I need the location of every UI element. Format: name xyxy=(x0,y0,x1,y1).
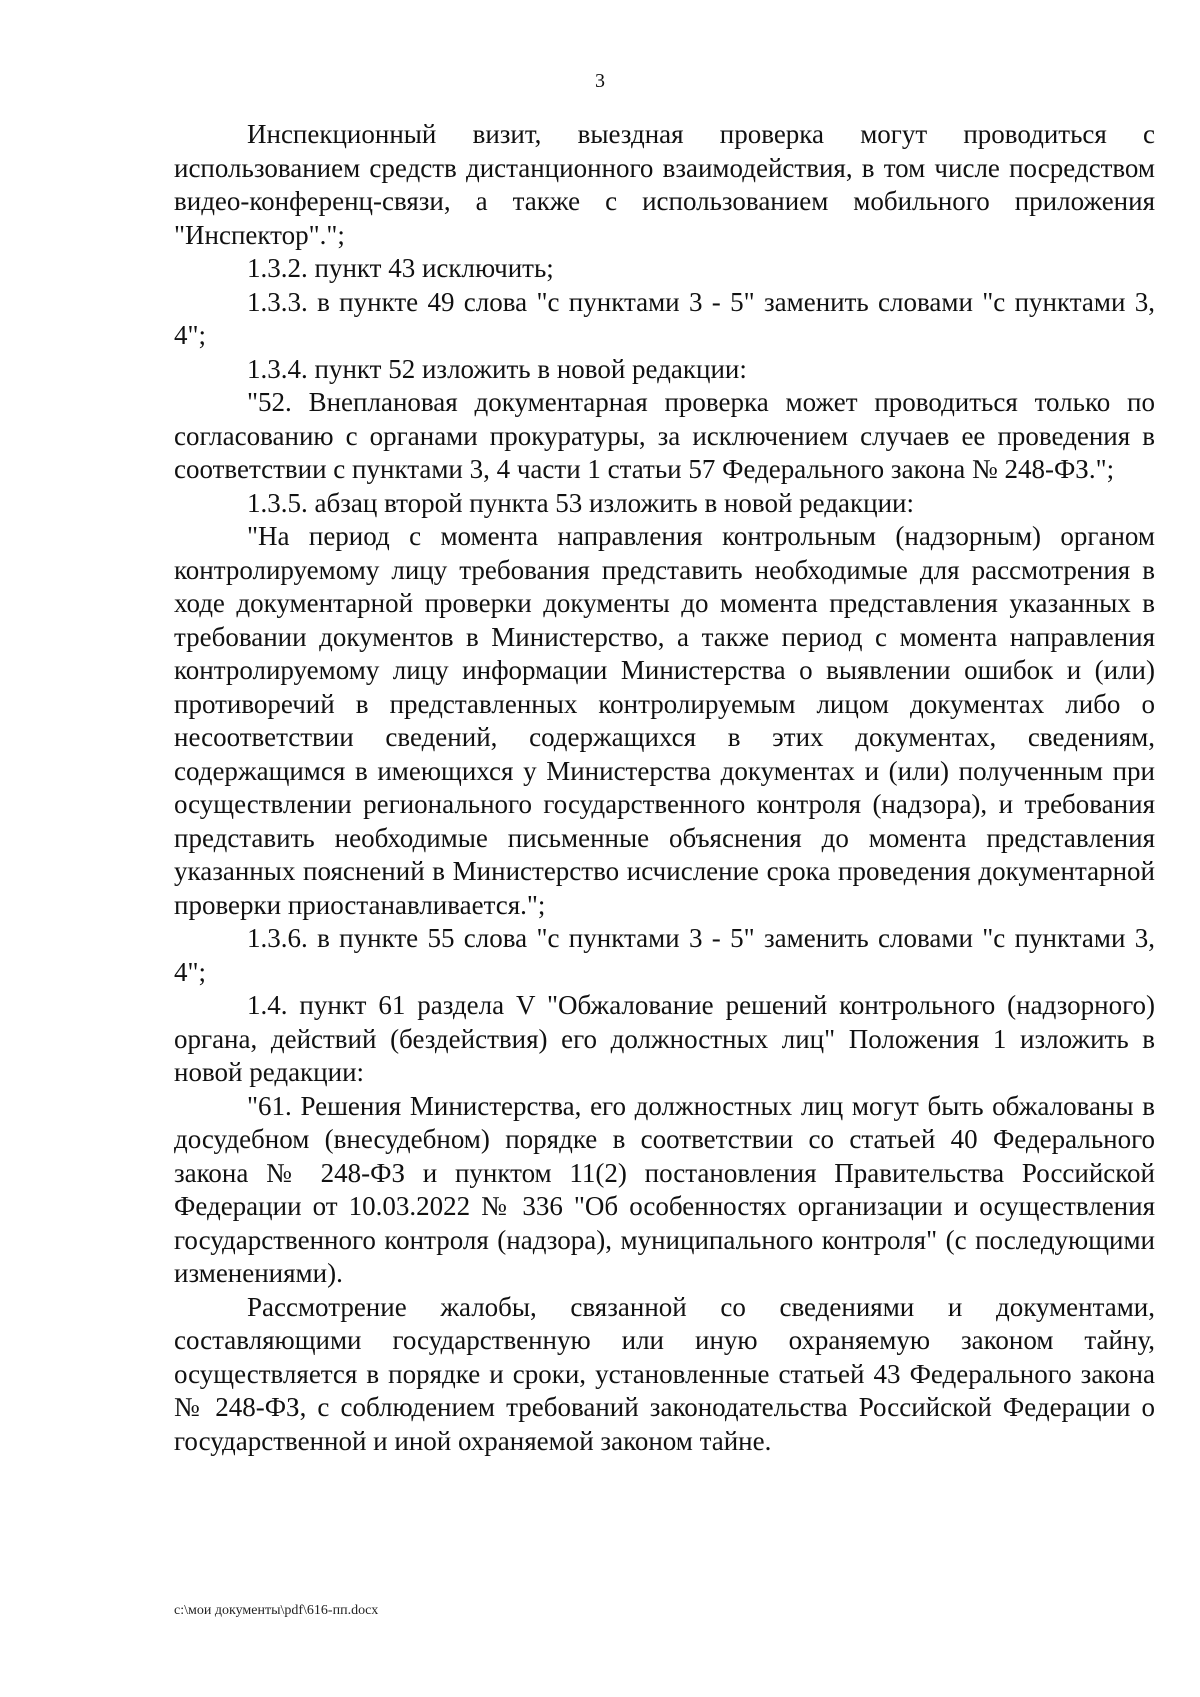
paragraph-1-3-5: 1.3.5. абзац второй пункта 53 изложить в новой редакции: xyxy=(247,487,914,518)
paragraph-point-53-text: "На период с момента направления контрольным (надзорным) органом контролируемому лицу требования представить необходимые для рассмотрения в ходе документарной проверки документы до момента представления указанных в требовании документов в Министерство, а также период с момента направления контролируемому лицу информации Министерства о выявлении ошибок и (или) противоречий в представленных контролируемым лицом документах либо о несоответствии сведений, содержащихся в этих документах, сведениям, содержащимся в имеющихся у Министерства документах и (или) полученным при осуществлении регионального государственного контроля (надзора), и требования представить необходимые письменные объяснения до момента представления указанных пояснений в Министерство исчисление срока проведения документарной проверки приостанавливается."; xyxy=(174,521,1155,920)
paragraph-complaint-secret: Рассмотрение жалобы, связанной со сведениями и документами, составляющими государственную или иную охраняемую законом тайну, осуществляется в порядке и сроки, установленные статьей 43 Федерального закона № 248-ФЗ, с соблюдением требований законодательства Российской Федерации о государственной и иной охраняемой законом тайне. xyxy=(174,1291,1155,1456)
paragraph-1-4: 1.4. пункт 61 раздела V "Обжалование решений контрольного (надзорного) органа, действий (бездействия) его должностных лиц" Положения 1 изложить в новой редакции: xyxy=(174,990,1155,1087)
paragraph-point-61: "61. Решения Министерства, его должностных лиц могут быть обжалованы в досудебном (внесудебном) порядке в соответствии со статьей 40 Федерального закона № 248-ФЗ и пунктом 11(2) постановления Правительства Российской Федерации от 10.03.2022 № 336 "Об особенностях организации и осуществления государственного контроля (надзора), муниципального контроля" (с последующими изменениями). xyxy=(174,1090,1155,1288)
paragraph-inspection-visit: Инспекционный визит, выездная проверка могут проводиться с использованием средств дистанционного взаимодействия, в том числе посредством видео-конференц-связи, а также с использованием мобильного приложения "Инспектор"."; xyxy=(174,119,1155,250)
paragraph-1-3-6: 1.3.6. в пункте 55 слова "с пунктами 3 - 5" заменить словами "с пунктами 3, 4"; xyxy=(174,923,1155,987)
paragraph-1-3-3: 1.3.3. в пункте 49 слова "с пунктами 3 - 5" заменить словами "с пунктами 3, 4"; xyxy=(174,286,1155,350)
document-body xyxy=(174,118,1155,1458)
footer-file-path: c:\мои документы\pdf\616-пп.docx xyxy=(174,1603,379,1618)
paragraph-1-3-2: 1.3.2. пункт 43 исключить; xyxy=(247,253,554,283)
page-number: 3 xyxy=(595,70,605,92)
paragraph-point-52: "52. Внеплановая документарная проверка может проводиться только по согласованию с органами прокуратуры, за исключением случаев ее проведения в соответствии с пунктами 3, 4 части 1 статьи 57 Федерального закона № 248-ФЗ."; xyxy=(174,387,1155,484)
paragraph-1-3-4: 1.3.4. пункт 52 изложить в новой редакции: xyxy=(247,353,747,384)
